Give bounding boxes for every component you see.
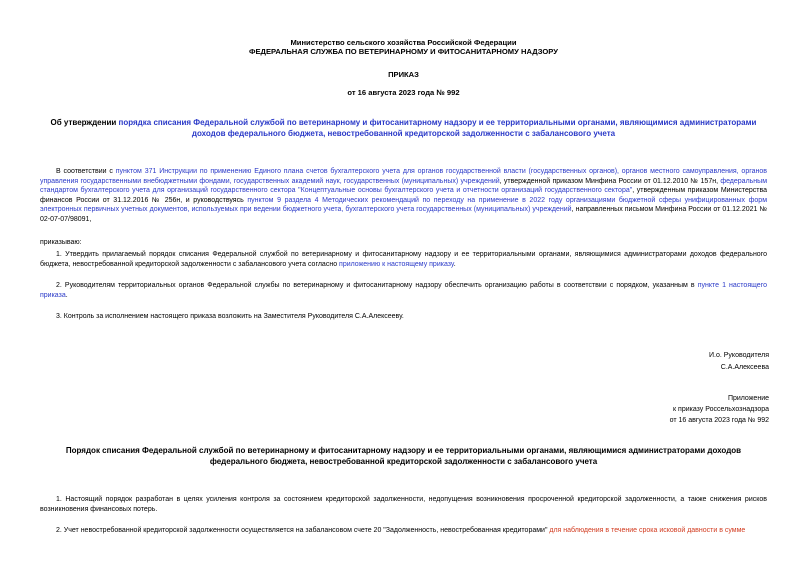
preamble-text-4: , направленных письмом Минфина России от 01.12.2021 № 02-07-07/98091, bbox=[40, 206, 767, 223]
body-p2-text: 2. Учет невостребованной кредиторской задолженности осуществляется на забалансовом счете 20 "Задолженность, невостребованная кредиторами" bbox=[56, 527, 550, 534]
order-title bbox=[40, 117, 767, 139]
item-1-end: . bbox=[453, 260, 456, 268]
body-paragraph-2 bbox=[40, 526, 767, 536]
item-2-end: . bbox=[65, 291, 68, 299]
section-title: Порядок списания Федеральной службой по ветеринарному и фитосанитарному надзору и ее территориальными органами, являющимися администраторами доходов федерального бюджета, невостребованной кредиторской задолженности с забалансового учета bbox=[65, 446, 742, 466]
doc-date-number: от 16 августа 2023 года № 992 bbox=[347, 88, 460, 97]
preamble-link-standard[interactable]: федеральным стандартом бухгалтерского учета для организаций государственного сектора "Концептуальные основы бухгалтерского учета и отчетности организаций государственного сектора" bbox=[40, 177, 768, 195]
title-prefix: Об утверждении bbox=[50, 118, 119, 127]
appendix-date: от 16 августа 2023 года № 992 bbox=[669, 417, 769, 424]
order-item-3: 3. Контроль за исполнением настоящего приказа возложить на Заместителя Руководителя С.А.Алексееву. bbox=[56, 313, 404, 320]
doc-type: ПРИКАЗ bbox=[388, 70, 419, 79]
signature-position: И.о. Руководителя bbox=[709, 352, 769, 359]
preamble-text-1: В соответствии с bbox=[56, 168, 116, 175]
order-word: приказываю: bbox=[40, 239, 82, 246]
service-name: ФЕДЕРАЛЬНАЯ СЛУЖБА ПО ВЕТЕРИНАРНОМУ И ФИТОСАНИТАРНОМУ НАДЗОРУ bbox=[249, 47, 558, 56]
appendix-link[interactable]: приложению к настоящему приказу bbox=[339, 260, 454, 268]
preamble-text-3: , утвержденным приказом Министерства финансов России от 31.12.2016 № 256н, и руководствуясь bbox=[40, 187, 767, 204]
preamble-text-2: , утвержденной приказом Минфина России от 01.12.2010 № 157н, bbox=[499, 177, 721, 185]
appendix-ref: к приказу Россельхознадзора bbox=[673, 406, 769, 413]
item-2-text: 2. Руководителям территориальных органов Федеральной службы по ветеринарному и фитосанитарному надзору обеспечить организацию работы в соответствии с порядком, указанным в bbox=[56, 282, 698, 289]
order-item-1 bbox=[40, 250, 767, 269]
appendix-label: Приложение bbox=[727, 395, 769, 402]
title-link[interactable]: порядка списания Федеральной службой по ветеринарному и фитосанитарному надзору и ее территориальными органами, являющимися администраторами доходов федерального бюджета, невостребованной кредиторской задолженности с забалансового учета bbox=[118, 118, 757, 138]
signature-name: С.А.Алексеева bbox=[720, 364, 769, 371]
item-1-ref-link[interactable]: пункте 1 настоящего приказа bbox=[40, 282, 767, 299]
item-1-text: 1. Утвердить прилагаемый порядок списания Федеральной службой по ветеринарному и фитосанитарному надзору и ее территориальными органами, являющимися администраторами доходов федерального бюджета, невостребованной кредиторской задолженности с забалансового учета согласно bbox=[40, 251, 767, 268]
order-item-2 bbox=[40, 281, 767, 300]
body-p2-link[interactable]: для наблюдения в течение срока исковой давности в сумме bbox=[549, 527, 746, 534]
preamble-link-recommendations[interactable]: пунктом 9 раздела 4 Методических рекомендаций по переходу на применение в 2022 году организациями бюджетной сферы унифицированных форм электронных первичных учетных документов, используемых при ведении бюджетного учета, бухгалтерского учета государственных (муниципальных) учреждений bbox=[40, 196, 768, 214]
preamble bbox=[40, 167, 767, 225]
preamble-link-instruction[interactable]: пунктом 371 Инструкции по применению Единого плана счетов бухгалтерского учета для органов государственной власти (государственных органов), органов местного самоуправления, органов управления государственными внебюджетными фондами, государственных академий наук, государственных (муниципальных) учреждений bbox=[40, 168, 767, 185]
ministry-name: Министерство сельского хозяйства Российской Федерации bbox=[290, 38, 517, 47]
body-paragraph-1: 1. Настоящий порядок разработан в целях усиления контроля за состоянием кредиторской задолженности, недопущения возникновения просроченной кредиторской задолженности, а также снижения рисков возникновения финансовых потерь. bbox=[40, 496, 767, 513]
